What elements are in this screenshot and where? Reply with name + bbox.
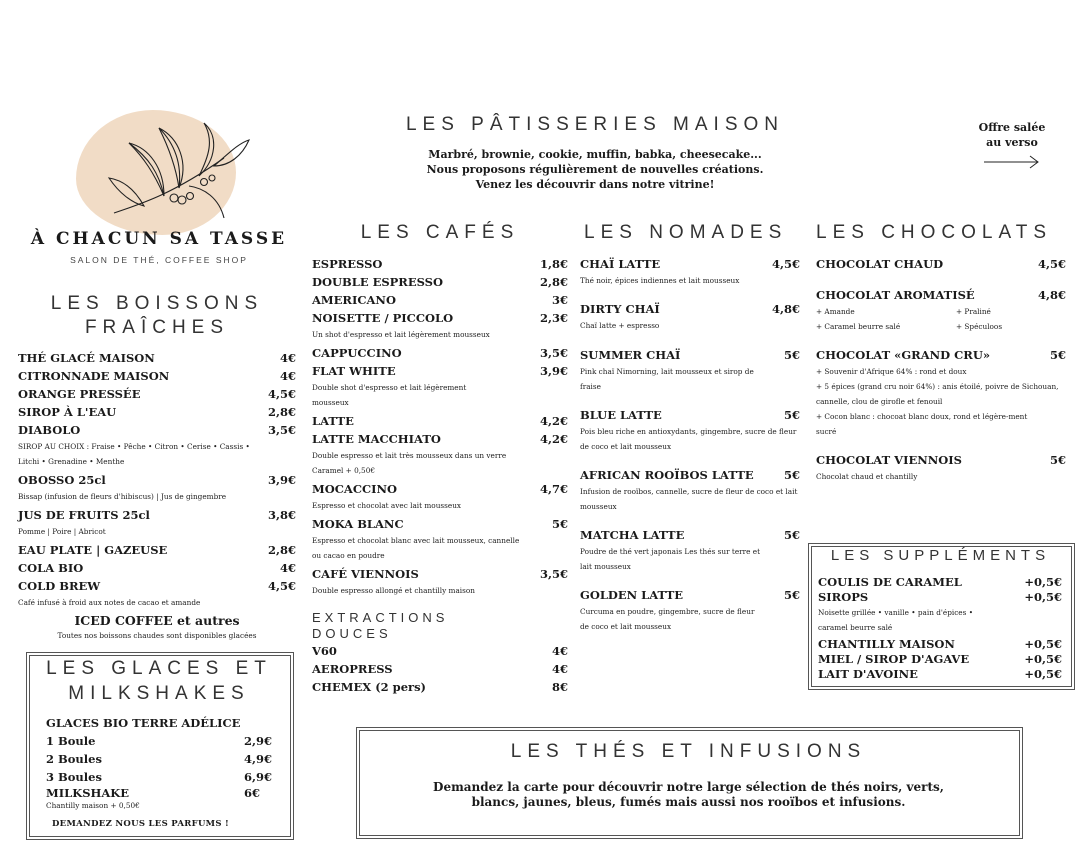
item-note: Thé noir, épices indiennes et lait mousseux	[580, 276, 740, 285]
item-note: + 5 épices (grand cru noir 64%) : anis étoilé, poivre de Sichouan, cannelle, clou de girofle et fenouil	[816, 382, 1059, 406]
menu-item: 1 Boule 2,9€	[46, 734, 272, 748]
menu-item: LAIT D'AVOINE +0,5€	[818, 667, 1062, 681]
menu-item: 3 Boules 6,9€	[46, 770, 272, 784]
boissons-title-line: FRAÎCHES	[84, 317, 230, 338]
menu-item: AFRICAN ROOÏBOS LATTE 5€	[580, 468, 800, 482]
menu-item: NOISETTE / PICCOLO 2,3€	[312, 311, 568, 325]
menu-item: CHAÏ LATTE 4,5€	[580, 257, 800, 271]
flavor-item: + Spéculoos	[956, 322, 1003, 331]
glaces-list	[46, 714, 272, 829]
thes-line: blancs, jaunes, bleus, fumés mais aussi nos rooïbos et infusions.	[471, 795, 906, 809]
menu-item: COULIS DE CARAMEL +0,5€	[818, 575, 1062, 589]
flavor-item: + Amande	[816, 307, 855, 316]
boissons-list	[18, 349, 296, 643]
menu-item: DIABOLO 3,5€	[18, 423, 296, 437]
menu-item: FLAT WHITE 3,9€	[312, 364, 568, 378]
extractions-title-line: DOUCES	[312, 626, 392, 641]
item-note: Chantilly maison + 0,50€	[46, 801, 140, 810]
item-note: Pink chaï Nimorning, lait mousseux et sirop de fraise	[580, 367, 754, 391]
item-note: Curcuma en poudre, gingembre, sucre de fleur de coco et lait mousseux	[580, 607, 755, 631]
menu-item: ORANGE PRESSÉE 4,5€	[18, 387, 296, 401]
item-note: Pomme | Poire | Abricot	[18, 527, 106, 536]
menu-item: MOCACCINO 4,7€	[312, 482, 568, 496]
item-note: Infusion de rooïbos, cannelle, sucre de fleur de coco et lait mousseux	[580, 487, 798, 511]
verso-line: Offre salée	[978, 121, 1046, 134]
thes-text	[360, 780, 1017, 810]
glaces-title-line: MILKSHAKES	[68, 683, 250, 704]
extractions-title	[312, 610, 568, 642]
menu-item: AMERICANO 3€	[312, 293, 568, 307]
item-note: Double shot d'espresso et lait légèrement mousseux	[312, 383, 467, 407]
item-note: Café infusé à froid aux notes de cacao et amande	[18, 598, 201, 607]
menu-item: DIRTY CHAÏ 4,8€	[580, 302, 800, 316]
item-note: Espresso et chocolat blanc avec lait mousseux, cannelle ou cacao en poudre	[312, 536, 520, 560]
menu-item: CHOCOLAT VIENNOIS 5€	[816, 453, 1066, 467]
menu-item: LATTE 4,2€	[312, 414, 568, 428]
menu-item: V60 4€	[312, 644, 568, 658]
verso-line: au verso	[986, 136, 1038, 149]
menu-item: COLA BIO 4€	[18, 561, 296, 575]
item-note: + Souvenir d'Afrique 64% : rond et doux	[816, 367, 967, 376]
item-note: Espresso et chocolat avec lait mousseux	[312, 501, 462, 510]
menu-item: JUS DE FRUITS 25cl 3,8€	[18, 508, 296, 522]
menu-item: CAPPUCCINO 3,5€	[312, 346, 568, 360]
cafes-title: LES CAFÉS	[360, 222, 520, 243]
menu-item: CHOCOLAT CHAUD 4,5€	[816, 257, 1066, 271]
flavor-item: + Caramel beurre salé	[816, 322, 901, 331]
thes-title: LES THÉS ET INFUSIONS	[510, 741, 867, 762]
iced-coffee-heading: ICED COFFEE et autres	[74, 613, 240, 628]
glaces-footer: DEMANDEZ NOUS LES PARFUMS !	[52, 819, 230, 829]
nomades-list	[580, 255, 800, 634]
menu-item: CHOCOLAT AROMATISÉ 4,8€	[816, 288, 1066, 302]
item-note: Chaï latte + espresso	[580, 321, 660, 330]
nomades-title: LES NOMADES	[584, 222, 788, 243]
flavor-item: + Praliné	[956, 307, 991, 316]
item-note: + Cocon blanc : chocoat blanc doux, rond et légère-ment sucré	[816, 412, 1028, 436]
menu-item: CHANTILLY MAISON +0,5€	[818, 637, 1062, 651]
brand-tagline: SALON DE THÉ, COFFEE SHOP	[70, 255, 248, 265]
coffee-branch-icon	[104, 118, 254, 233]
menu-item: OBOSSO 25cl 3,9€	[18, 473, 296, 487]
menu-item: CAFÉ VIENNOIS 3,5€	[312, 567, 568, 581]
menu-item: THÉ GLACÉ MAISON 4€	[18, 351, 296, 365]
patisseries-text	[380, 147, 810, 192]
patisseries-title: LES PÂTISSERIES MAISON	[405, 114, 785, 135]
menu-item: EAU PLATE | GAZEUSE 2,8€	[18, 543, 296, 557]
menu-item: MATCHA LATTE 5€	[580, 528, 800, 542]
glaces-title-line: LES GLACES ET	[46, 658, 272, 679]
patisseries-line: Venez les découvrir dans notre vitrine!	[475, 178, 715, 191]
menu-item: MOKA BLANC 5€	[312, 517, 568, 531]
supplements-title: LES SUPPLÉMENTS	[830, 547, 1051, 564]
item-note: Chocolat chaud et chantilly	[816, 472, 918, 481]
menu-item: SUMMER CHAÏ 5€	[580, 348, 800, 362]
flavor-grid	[816, 304, 1066, 334]
item-note: Un shot d'espresso et lait légèrement mousseux	[312, 330, 490, 339]
menu-item: MILKSHAKE 6€	[46, 786, 260, 800]
item-note: Bissap (infusion de fleurs d'hibiscus) | Jus de gingembre	[18, 492, 227, 501]
item-note: SIROP AU CHOIX : Fraise • Pêche • Citron • Cerise • Cassis • Litchi • Grenadine • Menthe	[18, 442, 250, 466]
brand-name: À CHACUN SA TASSE	[30, 229, 288, 249]
item-note: Noisette grillée • vanille • pain d'épices • caramel beurre salé	[818, 608, 973, 632]
menu-item: LATTE MACCHIATO 4,2€	[312, 432, 568, 446]
menu-item: GOLDEN LATTE 5€	[580, 588, 800, 602]
menu-item: BLUE LATTE 5€	[580, 408, 800, 422]
item-note: Double espresso et lait très mousseux dans un verre Caramel + 0,50€	[312, 451, 507, 475]
menu-item: CHOCOLAT «GRAND CRU» 5€	[816, 348, 1066, 362]
chocolats-list	[816, 255, 1066, 484]
boissons-title	[18, 292, 296, 340]
patisseries-line: Marbré, brownie, cookie, muffin, babka, cheesecake...	[428, 148, 762, 161]
extractions-title-line: EXTRACTIONS	[312, 610, 449, 625]
patisseries-line: Nous proposons régulièrement de nouvelles créations.	[426, 163, 764, 176]
menu-item: CITRONNADE MAISON 4€	[18, 369, 296, 383]
menu-item: ESPRESSO 1,8€	[312, 257, 568, 271]
item-note: Poudre de thé vert japonais Les thés sur terre et lait mousseux	[580, 547, 760, 571]
boissons-title-line: LES BOISSONS	[50, 293, 264, 314]
menu-item: SIROP À L'EAU 2,8€	[18, 405, 296, 419]
verso-note	[960, 120, 1064, 174]
iced-coffee-note: Toutes nos boissons chaudes sont disponibles glacées	[57, 631, 257, 640]
cafes-list	[312, 255, 568, 696]
menu-item: MIEL / SIROP D'AGAVE +0,5€	[818, 652, 1062, 666]
menu-item: COLD BREW 4,5€	[18, 579, 296, 593]
thes-line: Demandez la carte pour découvrir notre large sélection de thés noirs, verts,	[433, 780, 944, 794]
item-note: Double espresso allongé et chantilly maison	[312, 586, 475, 595]
arrow-right-icon	[982, 154, 1042, 170]
menu-item: 2 Boules 4,9€	[46, 752, 272, 766]
menu-item: CHEMEX (2 pers) 8€	[312, 680, 568, 694]
menu-item: SIROPS +0,5€	[818, 590, 1062, 604]
supplements-list	[818, 575, 1062, 682]
menu-item: AEROPRESS 4€	[312, 662, 568, 676]
logo	[14, 100, 304, 270]
glaces-title	[30, 656, 288, 706]
menu-item: DOUBLE ESPRESSO 2,8€	[312, 275, 568, 289]
item-note: Pois bleu riche en antioxydants, gingembre, sucre de fleur de coco et lait mousseux	[580, 427, 797, 451]
chocolats-title: LES CHOCOLATS	[816, 222, 1053, 243]
glaces-header: GLACES BIO TERRE ADÉLICE	[46, 716, 241, 730]
